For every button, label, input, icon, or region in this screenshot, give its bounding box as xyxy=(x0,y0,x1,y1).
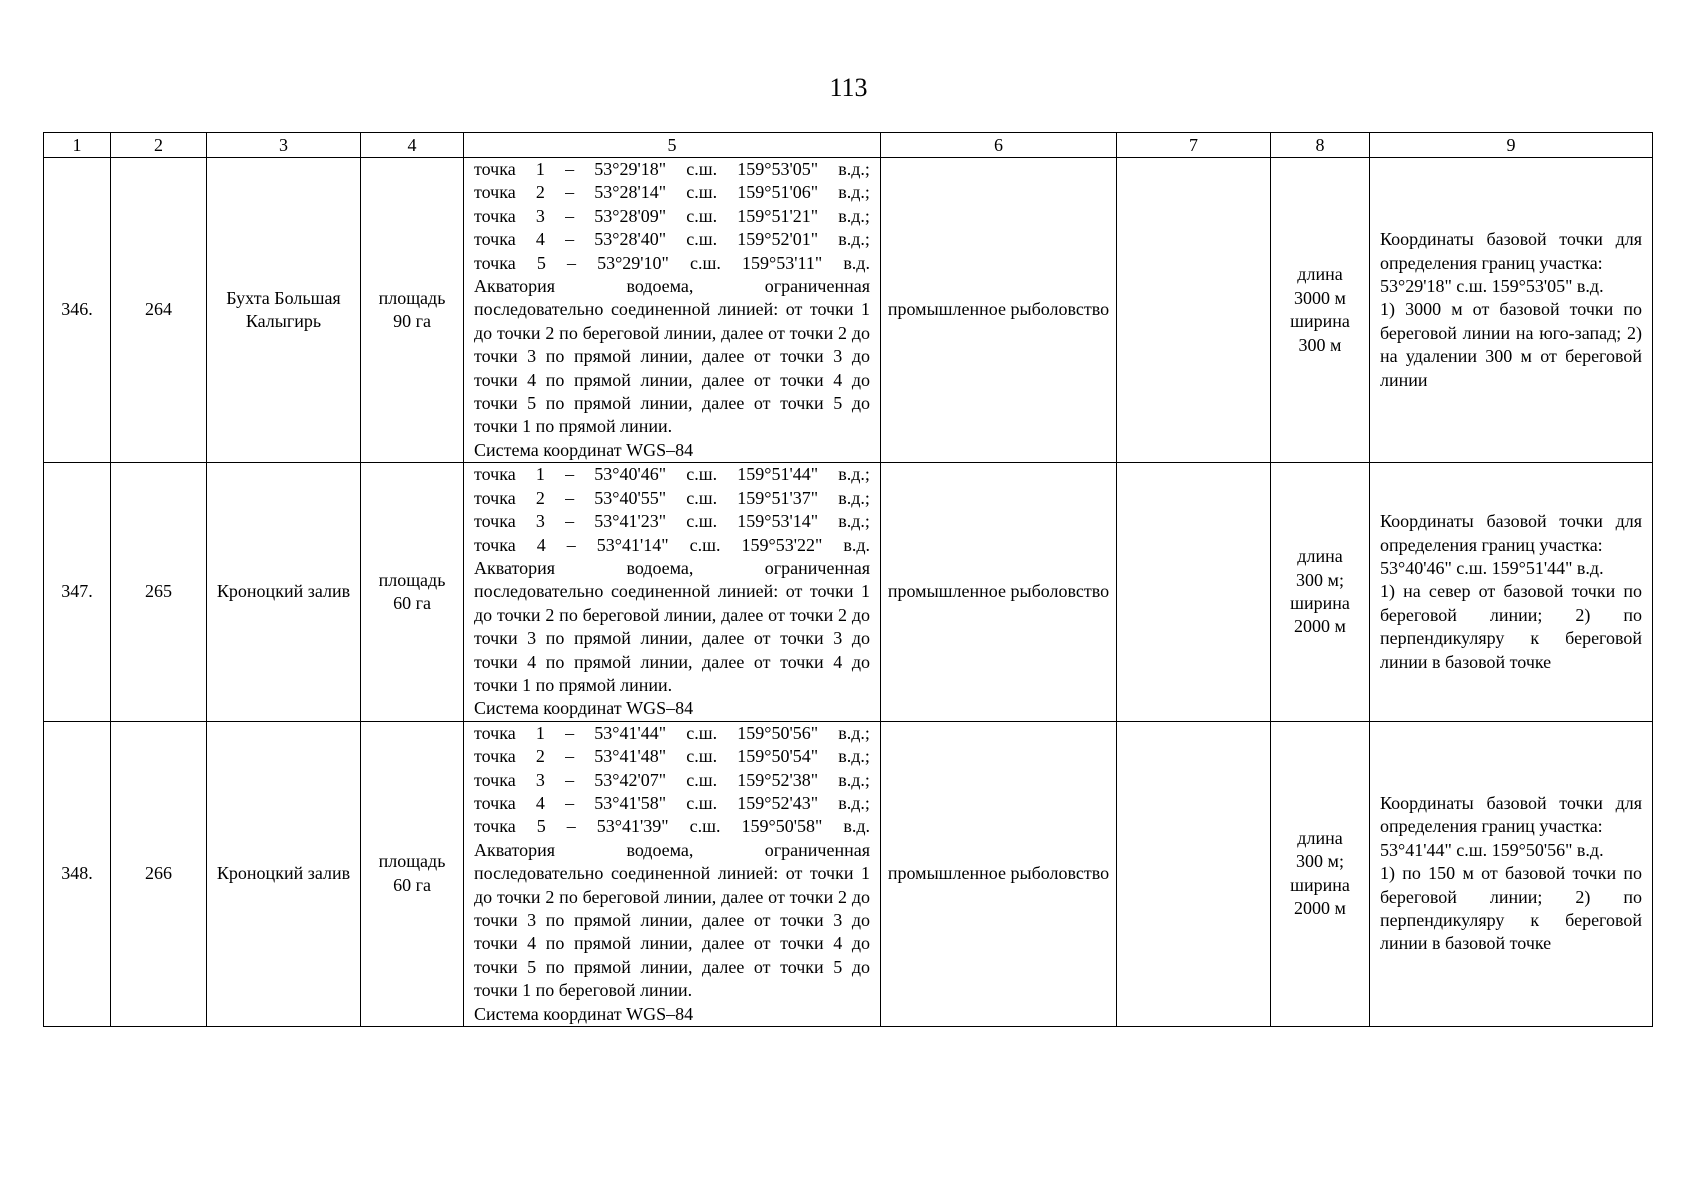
boundary-point-token: – xyxy=(566,816,576,837)
boundary-point-token: точка xyxy=(474,229,516,250)
boundary-point-token: точка xyxy=(474,182,516,203)
dimensions-line: ширина xyxy=(1290,311,1350,332)
table-row xyxy=(44,463,1653,721)
boundary-point-token: 1 xyxy=(535,722,545,743)
boundary-point-token: 4 xyxy=(536,534,546,555)
dimensions-line: ширина xyxy=(1290,593,1350,614)
boundary-point-token: в.д.; xyxy=(838,464,870,485)
area-size-line: 60 га xyxy=(393,874,431,895)
boundary-point-token: точка xyxy=(474,816,516,837)
boundary-point-token: 53°41'44" xyxy=(594,722,667,743)
boundary-point-token: с.ш. xyxy=(686,182,718,203)
column-7-cell xyxy=(1117,158,1271,463)
header-cell: 4 xyxy=(361,133,464,158)
dimensions-line: 2000 м xyxy=(1294,616,1346,637)
boundary-point-token: 159°51'44" xyxy=(737,464,819,485)
boundary-point-token: 53°41'48" xyxy=(594,746,667,767)
boundary-point-token: 2 xyxy=(535,487,545,508)
boundary-point-token: в.д.; xyxy=(838,182,870,203)
row-number-cell: 347. xyxy=(44,463,111,721)
boundary-point-token: – xyxy=(565,792,575,813)
area-size-line: 60 га xyxy=(393,593,431,614)
dimensions-line: длина xyxy=(1297,264,1343,285)
boundary-point-token: 4 xyxy=(535,792,545,813)
boundary-point-token: – xyxy=(565,464,575,485)
boundary-description-text: Акватория водоема, ограниченная последовательно соединенной линией: от точки 1 до точки 2 по береговой линии, далее от точки 2 до точки 3 по прямой линии, далее от точки 3 до точки 4 по прямой линии, далее от точки 4 до точки 1 по прямой линии. xyxy=(474,557,870,695)
boundary-point-token: 159°51'37" xyxy=(737,487,819,508)
notes-intro-text: Координаты базовой точки для определения границ участка: xyxy=(1380,792,1642,837)
area-id-cell: 264 xyxy=(111,158,207,463)
boundary-point-token: – xyxy=(565,511,575,532)
boundary-point-token: 53°42'07" xyxy=(594,769,667,790)
boundary-point-token: – xyxy=(565,159,575,179)
boundary-point-token: – xyxy=(565,205,575,226)
boundary-point-token: точка xyxy=(474,792,516,813)
coordinate-system-text: Система координат WGS–84 xyxy=(474,698,694,719)
notes-intro-text: Координаты базовой точки для определения границ участка: xyxy=(1380,229,1642,273)
boundary-point-token: 53°28'14" xyxy=(594,182,667,203)
header-cell: 3 xyxy=(207,133,361,158)
boundary-point-token: 159°53'22" xyxy=(741,534,823,555)
boundary-point-token: точка xyxy=(474,769,516,790)
notes-base-coordinate: 53°41'44" с.ш. 159°50'56" в.д. xyxy=(1380,839,1604,860)
boundary-point-token: – xyxy=(565,487,575,508)
boundary-point-token: с.ш. xyxy=(686,722,718,743)
boundary-point-token: в.д.; xyxy=(838,746,870,767)
row-number-cell: 346. xyxy=(44,158,111,463)
boundary-point-token: 53°40'46" xyxy=(594,464,667,485)
boundary-point-line xyxy=(474,792,870,815)
area-id-cell: 266 xyxy=(111,721,207,1026)
boundary-point-line xyxy=(474,534,870,557)
boundary-point-token: 53°41'39" xyxy=(596,816,669,837)
boundary-point-token: в.д. xyxy=(843,816,870,837)
boundary-point-token: с.ш. xyxy=(686,229,718,250)
notes-boundary-rules: 1) 3000 м от базовой точки по береговой линии на юго-запад; 2) на удалении 300 м от береговой линии xyxy=(1380,299,1642,390)
notes-intro-text: Координаты базовой точки для определения границ участка: xyxy=(1380,511,1642,555)
boundary-point-token: 159°50'58" xyxy=(741,816,823,837)
boundary-point-token: – xyxy=(565,229,575,250)
area-size-cell xyxy=(361,721,464,1026)
notes-base-coordinate: 53°29'18" с.ш. 159°53'05" в.д. xyxy=(1380,276,1604,297)
boundary-point-token: 4 xyxy=(535,229,545,250)
boundary-point-token: в.д.; xyxy=(838,487,870,508)
header-cell: 5 xyxy=(464,133,881,158)
boundary-point-line xyxy=(474,205,870,228)
boundary-point-token: 53°41'23" xyxy=(594,511,667,532)
boundary-point-token: в.д.; xyxy=(838,229,870,250)
area-size-line: 90 га xyxy=(393,311,431,332)
boundary-point-token: в.д. xyxy=(843,252,870,273)
boundary-description-cell xyxy=(464,158,881,463)
boundary-point-token: 159°53'14" xyxy=(737,511,819,532)
dimensions-line: 2000 м xyxy=(1294,898,1346,919)
column-7-cell xyxy=(1117,721,1271,1026)
base-point-notes-cell xyxy=(1370,158,1653,463)
boundary-point-token: 1 xyxy=(535,159,545,179)
boundary-description-cell xyxy=(464,463,881,721)
boundary-point-line xyxy=(474,252,870,275)
boundary-point-token: точка xyxy=(474,159,516,179)
purpose-cell: промышленное рыболовство xyxy=(881,158,1117,463)
area-size-line: площадь xyxy=(378,569,446,590)
boundary-point-line xyxy=(474,510,870,533)
boundary-point-token: в.д. xyxy=(843,534,870,555)
dimensions-line: 300 м xyxy=(1298,334,1342,355)
boundary-point-token: с.ш. xyxy=(686,746,718,767)
boundary-point-token: точка xyxy=(474,464,516,485)
boundary-point-token: 159°50'56" xyxy=(737,722,819,743)
boundary-point-token: – xyxy=(566,252,576,273)
boundary-point-line xyxy=(474,487,870,510)
boundary-point-token: – xyxy=(566,534,576,555)
boundary-point-token: с.ш. xyxy=(689,816,721,837)
boundary-point-token: точка xyxy=(474,511,516,532)
dimensions-line: длина xyxy=(1297,828,1343,849)
boundary-point-token: – xyxy=(565,182,575,203)
dimensions-line: 3000 м xyxy=(1294,287,1346,308)
boundary-point-token: 2 xyxy=(535,182,545,203)
boundary-point-token: 5 xyxy=(536,816,546,837)
boundary-point-token: с.ш. xyxy=(686,487,718,508)
area-size-line: площадь xyxy=(378,851,446,872)
purpose-cell: промышленное рыболовство xyxy=(881,463,1117,721)
dimensions-cell xyxy=(1271,721,1370,1026)
boundary-point-token: с.ш. xyxy=(686,464,718,485)
notes-boundary-rules: 1) на север от базовой точки по береговой линии; 2) по перпендикуляру к береговой линии в базовой точке xyxy=(1380,581,1642,672)
boundary-point-token: 159°52'43" xyxy=(737,792,819,813)
boundary-description-cell xyxy=(464,721,881,1026)
dimensions-cell xyxy=(1271,158,1370,463)
header-cell: 9 xyxy=(1370,133,1653,158)
header-cell: 7 xyxy=(1117,133,1271,158)
boundary-point-token: 3 xyxy=(535,205,545,226)
boundary-point-token: 159°51'06" xyxy=(737,182,819,203)
header-cell: 2 xyxy=(111,133,207,158)
boundary-point-token: – xyxy=(565,769,575,790)
boundary-point-token: 159°50'54" xyxy=(737,746,819,767)
boundary-description-text: Акватория водоема, ограниченная последовательно соединенной линией: от точки 1 до точки 2 по береговой линии, далее от точки 2 до точки 3 по прямой линии, далее от точки 3 до точки 4 по прямой линии, далее от точки 4 до точки 5 по прямой линии, далее от точки 5 до точки 1 по прямой линии. xyxy=(474,276,870,437)
boundary-point-token: точка xyxy=(474,722,516,743)
boundary-point-token: 53°40'55" xyxy=(594,487,667,508)
boundary-point-token: 159°51'21" xyxy=(737,205,819,226)
boundary-point-token: с.ш. xyxy=(686,205,718,226)
row-number-cell: 348. xyxy=(44,721,111,1026)
header-cell: 1 xyxy=(44,133,111,158)
boundary-point-token: точка xyxy=(474,252,516,273)
page-number: 113 xyxy=(829,73,868,102)
dimensions-line: ширина xyxy=(1290,874,1350,895)
area-name-cell: Кроноцкий залив xyxy=(207,721,361,1026)
table-row xyxy=(44,721,1653,1026)
boundary-point-token: 53°29'10" xyxy=(597,252,669,273)
fishing-areas-table xyxy=(43,132,1653,1027)
boundary-point-token: 5 xyxy=(536,252,546,273)
boundary-point-line xyxy=(474,769,870,792)
boundary-point-token: 2 xyxy=(535,746,545,767)
notes-boundary-rules: 1) по 150 м от базовой точки по береговой линии; 2) по перпендикуляру к береговой линии в базовой точке xyxy=(1380,863,1642,954)
boundary-point-line xyxy=(474,228,870,251)
base-point-notes-cell xyxy=(1370,721,1653,1026)
boundary-point-token: 53°41'58" xyxy=(594,792,667,813)
dimensions-line: 300 м; xyxy=(1296,569,1344,590)
boundary-point-token: 159°53'11" xyxy=(742,252,823,273)
area-size-cell xyxy=(361,463,464,721)
boundary-point-token: 3 xyxy=(535,769,545,790)
dimensions-cell xyxy=(1271,463,1370,721)
boundary-point-token: в.д.; xyxy=(838,159,870,179)
boundary-point-token: с.ш. xyxy=(686,511,718,532)
base-point-notes-cell xyxy=(1370,463,1653,721)
boundary-point-token: в.д.; xyxy=(838,511,870,532)
boundary-description-text: Акватория водоема, ограниченная последовательно соединенной линией: от точки 1 до точки 2 по береговой линии, далее от точки 2 до точки 3 по прямой линии, далее от точки 3 до точки 4 по прямой линии, далее от точки 4 до точки 5 по прямой линии, далее от точки 5 до точки 1 по береговой линии. xyxy=(474,839,870,1001)
boundary-point-line xyxy=(474,463,870,486)
dimensions-line: длина xyxy=(1297,546,1343,567)
coordinate-system-text: Система координат WGS–84 xyxy=(474,439,694,460)
boundary-point-token: с.ш. xyxy=(690,252,721,273)
boundary-point-token: в.д.; xyxy=(838,792,870,813)
header-cell: 8 xyxy=(1271,133,1370,158)
boundary-point-line xyxy=(474,815,870,838)
table-row xyxy=(44,158,1653,463)
header-row xyxy=(44,133,1653,158)
boundary-point-token: 159°52'38" xyxy=(737,769,819,790)
boundary-point-token: 159°52'01" xyxy=(737,229,819,250)
column-7-cell xyxy=(1117,463,1271,721)
boundary-point-token: 1 xyxy=(535,464,545,485)
boundary-point-token: в.д.; xyxy=(838,722,870,743)
boundary-point-token: 3 xyxy=(535,511,545,532)
boundary-point-token: 159°53'05" xyxy=(737,159,819,179)
boundary-point-line xyxy=(474,745,870,768)
header-cell: 6 xyxy=(881,133,1117,158)
area-id-cell: 265 xyxy=(111,463,207,721)
dimensions-line: 300 м; xyxy=(1296,851,1344,872)
boundary-point-token: 53°28'40" xyxy=(594,229,667,250)
boundary-point-token: 53°41'14" xyxy=(596,534,669,555)
boundary-point-token: точка xyxy=(474,205,516,226)
boundary-point-token: – xyxy=(565,746,575,767)
boundary-point-token: с.ш. xyxy=(686,792,718,813)
notes-base-coordinate: 53°40'46" с.ш. 159°51'44" в.д. xyxy=(1380,557,1604,578)
boundary-point-line xyxy=(474,181,870,204)
boundary-point-token: с.ш. xyxy=(689,534,721,555)
boundary-point-token: в.д.; xyxy=(838,205,870,226)
boundary-point-line xyxy=(474,722,870,745)
coordinate-system-text: Система координат WGS–84 xyxy=(474,1003,694,1024)
boundary-point-line xyxy=(474,158,870,181)
boundary-point-token: 53°29'18" xyxy=(594,159,667,179)
area-size-cell xyxy=(361,158,464,463)
boundary-point-token: в.д.; xyxy=(838,769,870,790)
boundary-point-token: с.ш. xyxy=(686,769,718,790)
area-name-cell: Бухта Большая Калыгирь xyxy=(207,158,361,463)
area-name-cell: Кроноцкий залив xyxy=(207,463,361,721)
area-size-line: площадь xyxy=(378,287,446,308)
boundary-point-token: с.ш. xyxy=(686,159,718,179)
boundary-point-token: 53°28'09" xyxy=(594,205,667,226)
boundary-point-token: точка xyxy=(474,746,516,767)
boundary-point-token: точка xyxy=(474,534,516,555)
boundary-point-token: – xyxy=(565,722,575,743)
purpose-cell: промышленное рыболовство xyxy=(881,721,1117,1026)
boundary-point-token: точка xyxy=(474,487,516,508)
